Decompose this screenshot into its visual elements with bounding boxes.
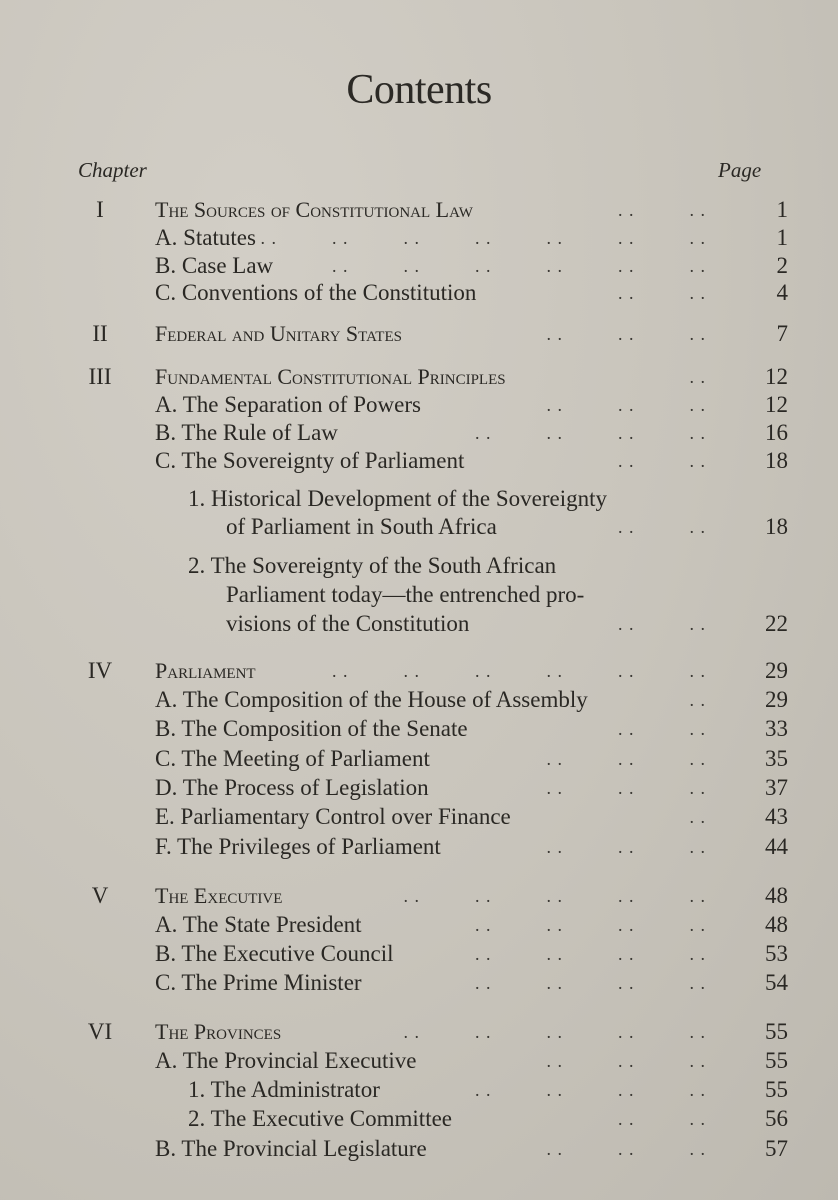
toc-entry-chapter: III Fundamental Constitutional Principles . . 12 <box>0 363 838 391</box>
entry-title: Parliament <box>155 658 256 683</box>
toc-entry: B. The Executive Council . . . . . . . . 53 <box>155 941 788 966</box>
entry-title: 2. The Executive Committee <box>188 1106 453 1131</box>
toc-entry-chapter: IV Parliament . . . . . . . . . . . . 29 <box>0 657 838 685</box>
page-number: 44 <box>765 834 788 859</box>
toc-entry: B. Case Law . . . . . . . . . . . . 2 <box>155 253 788 278</box>
chapter-column-header: Chapter <box>78 158 147 182</box>
toc-entry: 2. The Executive Committee . . . . 56 <box>188 1106 788 1131</box>
toc-entry-chapter: VI The Provinces . . . . . . . . . . 55 <box>0 1018 838 1046</box>
page-number: 12 <box>765 364 788 389</box>
page-number: 29 <box>765 658 788 683</box>
page-number: 37 <box>765 775 788 800</box>
page-number: 29 <box>765 687 788 712</box>
entry-title: F. The Privileges of Parliament <box>155 834 441 859</box>
toc-entry-chapter: I The Sources of Constitutional Law . . . . 1 <box>0 196 838 224</box>
toc-entry: C. The Meeting of Parliament . . . . . . 35 <box>155 746 788 771</box>
entry-title: 1. Historical Development of the Sovereignty <box>188 486 608 511</box>
page-number: 12 <box>765 392 788 417</box>
entry-title: C. The Meeting of Parliament <box>155 746 430 771</box>
entry-title: The Sources of Constitutional Law <box>155 197 473 222</box>
page-number: 57 <box>765 1136 788 1161</box>
toc-entry-chapter: V The Executive . . . . . . . . . . 48 <box>0 882 838 910</box>
page-number: 48 <box>765 912 788 937</box>
toc-entry-chapter: II Federal and Unitary States . . . . . . 7 <box>0 320 838 348</box>
entry-title: The Provinces <box>155 1019 282 1044</box>
page-column-header: Page <box>718 158 762 182</box>
page-number: 18 <box>765 514 788 539</box>
page-number: 56 <box>765 1106 788 1131</box>
toc-entry: B. The Provincial Legislature . . . . . . 57 <box>155 1136 788 1161</box>
entry-title: visions of the Constitution <box>226 611 470 636</box>
page-number: 22 <box>765 611 788 636</box>
entry-title: A. The Separation of Powers <box>155 392 421 417</box>
page-title: Contents <box>346 67 492 113</box>
page-number: 55 <box>765 1019 788 1044</box>
page-number: 4 <box>776 280 788 305</box>
entry-title: 2. The Sovereignty of the South African <box>188 553 557 578</box>
page-number: 54 <box>765 970 788 995</box>
toc-entry: 1. The Administrator . . . . . . . . 55 <box>188 1077 788 1102</box>
toc-entry: A. The Provincial Executive . . . . . . 55 <box>155 1048 788 1073</box>
page-number: 48 <box>765 883 788 908</box>
chapter-number: III <box>88 364 112 389</box>
toc-entry <box>0 552 838 580</box>
chapter-number: V <box>91 883 109 908</box>
page-number: 35 <box>765 746 788 771</box>
entry-title: B. The Rule of Law <box>155 420 338 445</box>
chapter-number: II <box>92 321 108 346</box>
page-number: 33 <box>765 716 788 741</box>
toc-entry: A. The Separation of Powers . . . . . . 12 <box>155 392 788 417</box>
toc-entry: B. The Rule of Law . . . . . . . . 16 <box>155 420 788 445</box>
toc-entry: visions of the Constitution . . . . 22 <box>226 611 788 636</box>
entry-title: A. The State President <box>155 912 362 937</box>
toc-entry: C. The Sovereignty of Parliament . . . . 18 <box>155 448 788 473</box>
chapter-number: VI <box>87 1019 113 1044</box>
toc-entry: C. Conventions of the Constitution . . . . 4 <box>155 280 788 305</box>
toc-entry: of Parliament in South Africa . . . . 18 <box>226 514 788 539</box>
toc-entry <box>0 581 838 609</box>
entry-title: of Parliament in South Africa <box>226 514 497 539</box>
entry-title: B. The Provincial Legislature <box>155 1136 427 1161</box>
page-number: 55 <box>765 1048 788 1073</box>
page-number: 2 <box>776 253 788 278</box>
page-number: 43 <box>765 804 788 829</box>
toc-entry: A. The Composition of the House of Assembly . . 29 <box>155 687 788 712</box>
entry-title: C. Conventions of the Constitution <box>155 280 477 305</box>
page-number: 1 <box>776 225 788 250</box>
page-number: 18 <box>765 448 788 473</box>
chapter-number: I <box>96 197 104 222</box>
toc-entry <box>0 485 838 513</box>
toc-entry: B. The Composition of the Senate . . . . 33 <box>155 716 788 741</box>
entry-title: D. The Process of Legislation <box>155 775 429 800</box>
toc-entry: F. The Privileges of Parliament . . . . . . 44 <box>155 834 788 859</box>
entry-title: C. The Prime Minister <box>155 970 362 995</box>
toc-entry: A. Statutes . . . . . . . . . . . . . . 1 <box>155 225 788 250</box>
entry-title: A. The Provincial Executive <box>155 1048 417 1073</box>
toc-entry: E. Parliamentary Control over Finance . . 43 <box>155 804 788 829</box>
entry-title: A. Statutes <box>155 225 256 250</box>
entry-title: 1. The Administrator <box>188 1077 380 1102</box>
page-number: 1 <box>776 197 788 222</box>
toc-entry: D. The Process of Legislation . . . . . . 37 <box>155 775 788 800</box>
entry-title: B. The Composition of the Senate <box>155 716 468 741</box>
page-number: 7 <box>776 321 788 346</box>
chapter-number: IV <box>87 658 113 683</box>
toc-entry: A. The State President . . . . . . . . 48 <box>155 912 788 937</box>
entry-title: B. Case Law <box>155 253 274 278</box>
entry-title: Federal and Unitary States <box>155 321 402 346</box>
page-number: 55 <box>765 1077 788 1102</box>
entry-title: C. The Sovereignty of Parliament <box>155 448 465 473</box>
page-number: 16 <box>765 420 788 445</box>
page-number: 53 <box>765 941 788 966</box>
entry-title: A. The Composition of the House of Assembly <box>155 687 588 712</box>
entry-title: The Executive <box>155 883 283 908</box>
entry-title: Fundamental Constitutional Principles <box>155 364 506 389</box>
toc-entry: C. The Prime Minister . . . . . . . . 54 <box>155 970 788 995</box>
entry-title: Parliament today—the entrenched pro- <box>226 582 585 607</box>
entry-title: E. Parliamentary Control over Finance <box>155 804 511 829</box>
entry-title: B. The Executive Council <box>155 941 394 966</box>
